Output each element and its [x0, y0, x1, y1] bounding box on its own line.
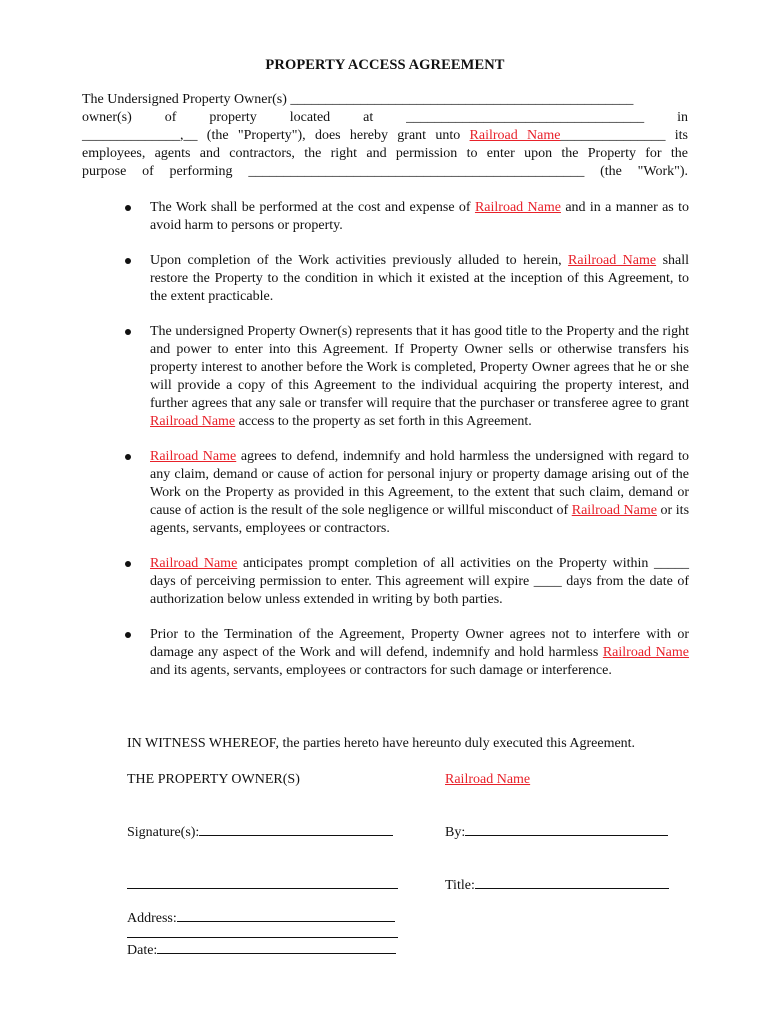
title-field[interactable] [445, 875, 669, 895]
list-item: Railroad Name anticipates prompt completion of all activities on the Property within _____ days of perceiving permission to enter. This agreement will expire ____ days from the date of authorization below unless extended in writing by both parties. [150, 555, 689, 609]
by-line[interactable] [465, 822, 668, 836]
date-field[interactable] [127, 940, 396, 960]
railroad-name-field[interactable]: Railroad Name [602, 645, 690, 660]
list-item: Upon completion of the Work activities previously alluded to herein, Railroad Name shall restore the Property to the condition in which it existed at the inception of this Agreement, to the extent practicable. [150, 252, 689, 306]
bullet-icon [125, 258, 131, 264]
date-label: Date: [127, 943, 158, 958]
intro-line-5: purpose of performing ________________________________________________ (the "Work"). [82, 164, 688, 179]
title-label: Title: [445, 878, 475, 893]
railroad-name-field[interactable]: Railroad Name [571, 503, 657, 518]
railroad-name-field[interactable]: Railroad Name [150, 556, 238, 571]
list-item: The Work shall be performed at the cost and expense of Railroad Name and in a manner as to avoid harm to persons or property. [150, 199, 689, 235]
signature-label: Signature(s): [127, 825, 200, 840]
railroad-name-field[interactable]: Railroad Name [150, 449, 237, 464]
second-signature-line[interactable] [127, 875, 398, 889]
second-signature-field[interactable] [127, 875, 398, 895]
witness-clause: IN WITNESS WHEREOF, the parties hereto have hereunto duly executed this Agreement. [127, 736, 636, 751]
railroad-name-field[interactable]: Railroad Name [474, 200, 561, 215]
address-line[interactable] [177, 908, 395, 922]
intro-line-3: ______________,__ (the "Property"), does hereby grant unto Railroad Name_______________ its [82, 128, 689, 143]
address-label: Address: [127, 911, 177, 926]
list-item: The undersigned Property Owner(s) represents that it has good title to the Property and the right and power to enter into this Agreement. If Property Owner sells or otherwise transfers his property interest to another before the Work is completed, Property Owner agrees that he or she will provide a copy of this Agreement to the individual acquiring the property interest, and further agrees that any sale or transfer will require that the purchaser or transferee agree to grant Railroad Name access to the property as set forth in this Agreement. [150, 323, 689, 431]
owner-heading: THE PROPERTY OWNER(S) [127, 772, 300, 787]
bullet-icon [125, 632, 131, 638]
by-label: By: [445, 825, 466, 840]
list-item: Prior to the Termination of the Agreement, Property Owner agrees not to interfere with or damage any aspect of the Work and will defend, indemnify and hold harmless Railroad Name and its agents, servants, employees or contractors for such damage or interference. [150, 626, 689, 680]
date-line[interactable] [157, 940, 396, 954]
railroad-name-field[interactable]: Railroad Name [150, 414, 236, 429]
title-line[interactable] [475, 875, 669, 889]
list-item: Railroad Name agrees to defend, indemnify and hold harmless the undersigned with regard to any claim, demand or cause of action for personal injury or property damage arising out of the Work on the Property as provided in this Agreement, to the extent that such claim, demand or cause of action is the result of the sole negligence or willful misconduct of Railroad Name or its agents, servants, employees or contractors. [150, 448, 689, 538]
signature-field[interactable] [127, 822, 393, 842]
signature-line[interactable] [199, 822, 393, 836]
bullet-icon [125, 205, 131, 211]
terms-list [150, 199, 689, 697]
intro-line-4: employees, agents and contractors, the right and permission to enter upon the Property for the [82, 146, 688, 161]
address-line-2[interactable] [127, 924, 398, 938]
intro-paragraph [82, 91, 688, 181]
bullet-icon [125, 329, 131, 335]
railroad-name-field[interactable]: Railroad Name [568, 253, 657, 268]
bullet-icon [125, 454, 131, 460]
intro-line-1: The Undersigned Property Owner(s) _________________________________________________ [82, 92, 634, 107]
railroad-heading[interactable]: Railroad Name [445, 772, 531, 787]
railroad-name-field[interactable]: Railroad Name [469, 128, 561, 143]
intro-line-2: owner(s) of property located at __________________________________ in [82, 110, 689, 125]
bullet-icon [125, 561, 131, 567]
document-title: PROPERTY ACCESS AGREEMENT [265, 57, 505, 73]
by-field[interactable] [445, 822, 668, 842]
